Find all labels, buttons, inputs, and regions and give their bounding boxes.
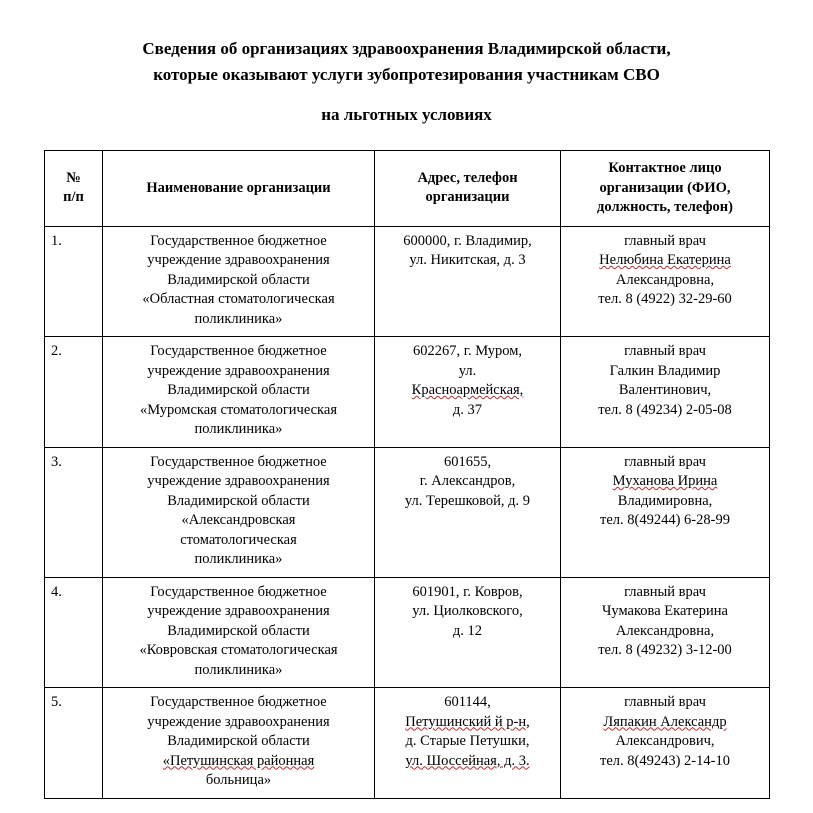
cell-organization-name: [103, 226, 375, 337]
cell-organization-name: [103, 577, 375, 688]
text-line: Государственное бюджетное: [150, 583, 327, 600]
text-line: Александровна,: [615, 271, 715, 288]
text-line: Галкин Владимир: [609, 362, 721, 379]
text-line: 600000, г. Владимир,: [403, 232, 532, 249]
text-line: учреждение здравоохранения: [147, 603, 330, 619]
text-line: 601655,: [443, 453, 492, 470]
text-line: тел. 8 (49232) 3-12-00: [598, 642, 732, 658]
cell-row-number: 3.: [45, 447, 103, 577]
text-line: учреждение здравоохранения: [147, 252, 330, 268]
text-line: главный врач: [624, 453, 706, 470]
column-header-number-sub: п/п: [63, 189, 84, 206]
table-row: [45, 447, 770, 577]
text-line: Александрович,: [615, 733, 715, 749]
text-line: г. Александров,: [419, 473, 516, 489]
text-line: Красноармейская,: [411, 382, 524, 398]
column-header-address-sub: организации: [425, 189, 510, 206]
text-line: стоматологическая: [180, 531, 297, 548]
column-header-number: [45, 151, 103, 227]
cell-address: [375, 577, 561, 688]
text-line: учреждение здравоохранения: [147, 713, 330, 730]
column-header-number-main: №: [66, 169, 81, 186]
cell-row-number: 5.: [45, 688, 103, 799]
cell-contact-person: [561, 688, 770, 799]
text-line: тел. 8(49244) 6-28-99: [600, 512, 730, 528]
text-line: Нелюбина Екатерина: [599, 252, 731, 268]
text-line: главный врач: [624, 232, 706, 249]
cell-address: [375, 337, 561, 448]
table-row: [45, 226, 770, 337]
organizations-table: [44, 150, 770, 799]
text-line: тел. 8(49243) 2-14-10: [600, 752, 730, 769]
cell-row-number: 4.: [45, 577, 103, 688]
text-line: главный врач: [624, 583, 706, 600]
column-header-contact-sub: организации (ФИО,: [599, 179, 731, 196]
text-line: поликлиника»: [194, 661, 283, 678]
cell-organization-name: [103, 447, 375, 577]
text-line: поликлиника»: [194, 421, 283, 437]
cell-address: [375, 688, 561, 799]
text-line: главный врач: [624, 343, 706, 359]
title-line-3: на льготных условиях: [321, 105, 492, 124]
text-line: 602267, г. Муром,: [412, 343, 523, 359]
text-line: поликлиника»: [194, 310, 283, 327]
text-line: Государственное бюджетное: [150, 343, 327, 359]
cell-contact-person: [561, 447, 770, 577]
text-line: ул.: [458, 362, 477, 379]
page-title: [54, 36, 759, 128]
text-line: тел. 8 (4922) 32-29-60: [598, 291, 732, 307]
column-header-address: [375, 151, 561, 227]
cell-row-number: 1.: [45, 226, 103, 337]
text-line: больница»: [205, 772, 272, 788]
text-line: д. Старые Петушки,: [405, 733, 530, 749]
text-line: Владимирской области: [167, 271, 310, 288]
text-line: поликлиника»: [194, 551, 283, 567]
text-line: Муханова Ирина: [612, 473, 718, 489]
text-line: Валентинович,: [618, 382, 712, 398]
text-line: учреждение здравоохранения: [147, 362, 330, 379]
text-line: д. 12: [452, 622, 483, 639]
text-line: д. 37: [452, 401, 483, 418]
text-line: ул. Шоссейная, д. 3.: [405, 752, 530, 769]
text-line: Чумакова Екатерина: [602, 603, 728, 619]
text-line: ул. Циолковского,: [412, 603, 523, 619]
text-line: Петушинский й р-н,: [405, 713, 530, 730]
column-header-name-main: Наименование организации: [146, 179, 331, 196]
text-line: учреждение здравоохранения: [147, 473, 330, 489]
title-line-2: которые оказывают услуги зубопротезирования участникам СВО: [153, 65, 660, 84]
text-line: тел. 8 (49234) 2-05-08: [598, 401, 732, 418]
column-header-name: [103, 151, 375, 227]
column-header-contact: [561, 151, 770, 227]
table-body: [45, 226, 770, 798]
text-line: Государственное бюджетное: [150, 694, 327, 710]
text-line: Владимирской области: [167, 492, 310, 509]
text-line: «Петушинская районная: [162, 752, 315, 769]
column-header-address-main: Адрес, телефон: [417, 169, 518, 186]
text-line: Александровна,: [615, 622, 715, 639]
text-line: Ляпакин Александр: [603, 713, 727, 730]
text-line: Владимировна,: [617, 492, 713, 509]
text-line: «Муромская стоматологическая: [140, 401, 337, 418]
cell-contact-person: [561, 226, 770, 337]
table-row: [45, 688, 770, 799]
cell-address: [375, 226, 561, 337]
cell-contact-person: [561, 577, 770, 688]
cell-row-number: 2.: [45, 337, 103, 448]
text-line: «Ковровская стоматологическая: [139, 642, 338, 658]
text-line: Владимирской области: [167, 382, 310, 398]
text-line: ул. Никитская, д. 3: [409, 252, 526, 268]
text-line: 601901, г. Ковров,: [412, 583, 523, 600]
text-line: «Областная стоматологическая: [142, 291, 335, 307]
text-line: Государственное бюджетное: [150, 453, 327, 470]
text-line: ул. Терешковой, д. 9: [404, 492, 531, 509]
text-line: 601144,: [444, 694, 491, 710]
table-row: [45, 337, 770, 448]
table-header-row: [45, 151, 770, 227]
cell-organization-name: [103, 688, 375, 799]
column-header-contact-main: Контактное лицо: [608, 160, 722, 176]
text-line: «Александровская: [181, 512, 296, 528]
text-line: Владимирской области: [167, 622, 310, 639]
column-header-contact-sub2: должность, телефон): [597, 199, 733, 215]
cell-organization-name: [103, 337, 375, 448]
table-row: [45, 577, 770, 688]
text-line: Государственное бюджетное: [150, 232, 327, 249]
text-line: главный врач: [624, 694, 706, 710]
title-line-1: Сведения об организациях здравоохранения Владимирской области,: [142, 39, 671, 58]
cell-address: [375, 447, 561, 577]
cell-contact-person: [561, 337, 770, 448]
text-line: Владимирской области: [167, 733, 310, 749]
